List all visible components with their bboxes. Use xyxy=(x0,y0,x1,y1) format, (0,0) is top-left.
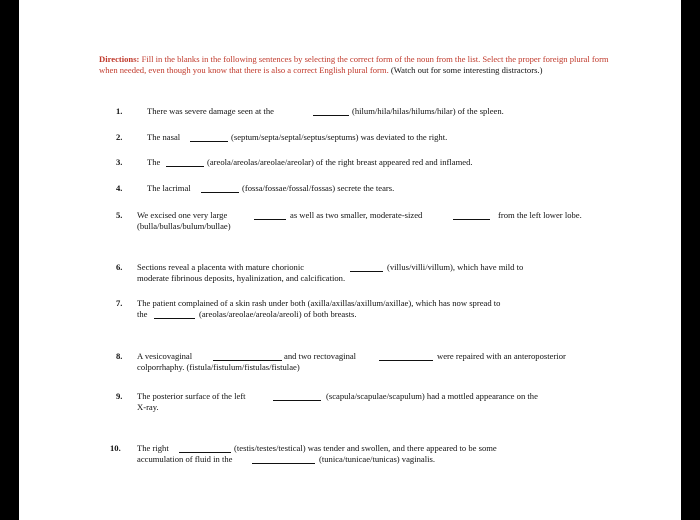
question-options: colporrhaphy. (fistula/fistulum/fistulas/fistulae) xyxy=(137,362,300,372)
directions-note: (Watch out for some interesting distractors.) xyxy=(388,65,543,76)
question-options: (hilum/hila/hilas/hilums/hilar) of the spleen. xyxy=(352,106,504,116)
question-text: moderate fibrinous deposits, hyalinization, and calcification. xyxy=(137,273,346,283)
question-options: (areolas/areolae/areola/areoli) of both breasts. xyxy=(199,309,357,319)
question-options: (tunica/tunicae/tunicas) vaginalis. xyxy=(319,454,435,464)
answer-blank[interactable] xyxy=(350,263,383,272)
question-text: The lacrimal xyxy=(147,183,191,193)
question-options: (bulla/bullas/bulum/bullae) xyxy=(137,221,231,231)
answer-blank[interactable] xyxy=(154,310,195,319)
answer-blank[interactable] xyxy=(179,444,231,453)
question-options: (villus/villi/villum), which have mild to xyxy=(387,262,524,272)
question-number: 4. xyxy=(116,183,123,193)
question-number: 6. xyxy=(116,262,123,272)
answer-blank[interactable] xyxy=(273,392,321,401)
question-text: accumulation of fluid in the xyxy=(137,454,233,464)
directions-label: Directions: xyxy=(99,54,140,64)
question-text: as well as two smaller, moderate-sized xyxy=(290,210,423,220)
question-number: 9. xyxy=(116,391,123,401)
question-number: 8. xyxy=(116,351,123,361)
question-text: The posterior surface of the left xyxy=(137,391,246,401)
question-text: X-ray. xyxy=(137,402,159,412)
question-text: The xyxy=(147,157,161,167)
answer-blank[interactable] xyxy=(453,211,490,220)
question-text: the xyxy=(137,309,148,319)
question-number: 2. xyxy=(116,132,123,142)
question-number: 3. xyxy=(116,157,123,167)
question-number: 7. xyxy=(116,298,123,308)
question-text: Sections reveal a placenta with mature chorionic xyxy=(137,262,305,272)
directions-text: Fill in the blanks in the following sentences by selecting the correct form of the noun from the list. Select the proper foreign plural form when needed, even though you know that there is also a correct English plural form. xyxy=(99,54,609,76)
question-options: (testis/testes/testical) was tender and swollen, and there appeared to be some xyxy=(234,443,497,453)
answer-blank[interactable] xyxy=(213,352,282,361)
question-options: (fossa/fossae/fossal/fossas) secrete the tears. xyxy=(242,183,395,193)
question-options: (septum/septa/septal/septus/septums) was deviated to the right. xyxy=(231,132,448,142)
directions xyxy=(99,54,619,77)
answer-blank[interactable] xyxy=(252,455,315,464)
question-text: The right xyxy=(137,443,169,453)
question-text: We excised one very large xyxy=(137,210,228,220)
question-number: 5. xyxy=(116,210,123,220)
question-text: A vesicovaginal xyxy=(137,351,193,361)
answer-blank[interactable] xyxy=(166,158,204,167)
question-text: from the left lower lobe. xyxy=(498,210,582,220)
question-options: (areola/areolas/areolae/areolar) of the right breast appeared red and inflamed. xyxy=(207,157,473,167)
answer-blank[interactable] xyxy=(201,184,239,193)
question-options: (scapula/scapulae/scapulum) had a mottled appearance on the xyxy=(326,391,538,401)
question-text: and two rectovaginal xyxy=(284,351,357,361)
answer-blank[interactable] xyxy=(254,211,286,220)
answer-blank[interactable] xyxy=(190,133,228,142)
answer-blank[interactable] xyxy=(379,352,433,361)
question-text: were repaired with an anteroposterior xyxy=(437,351,566,361)
worksheet-page xyxy=(19,0,681,520)
answer-blank[interactable] xyxy=(313,107,349,116)
question-text: The patient complained of a skin rash under both (axilla/axillas/axillum/axillae), which has now spread to xyxy=(137,298,501,308)
question-text: There was severe damage seen at the xyxy=(147,106,274,116)
question-number: 10. xyxy=(110,443,121,453)
question-text: The nasal xyxy=(147,132,181,142)
question-number: 1. xyxy=(116,106,123,116)
